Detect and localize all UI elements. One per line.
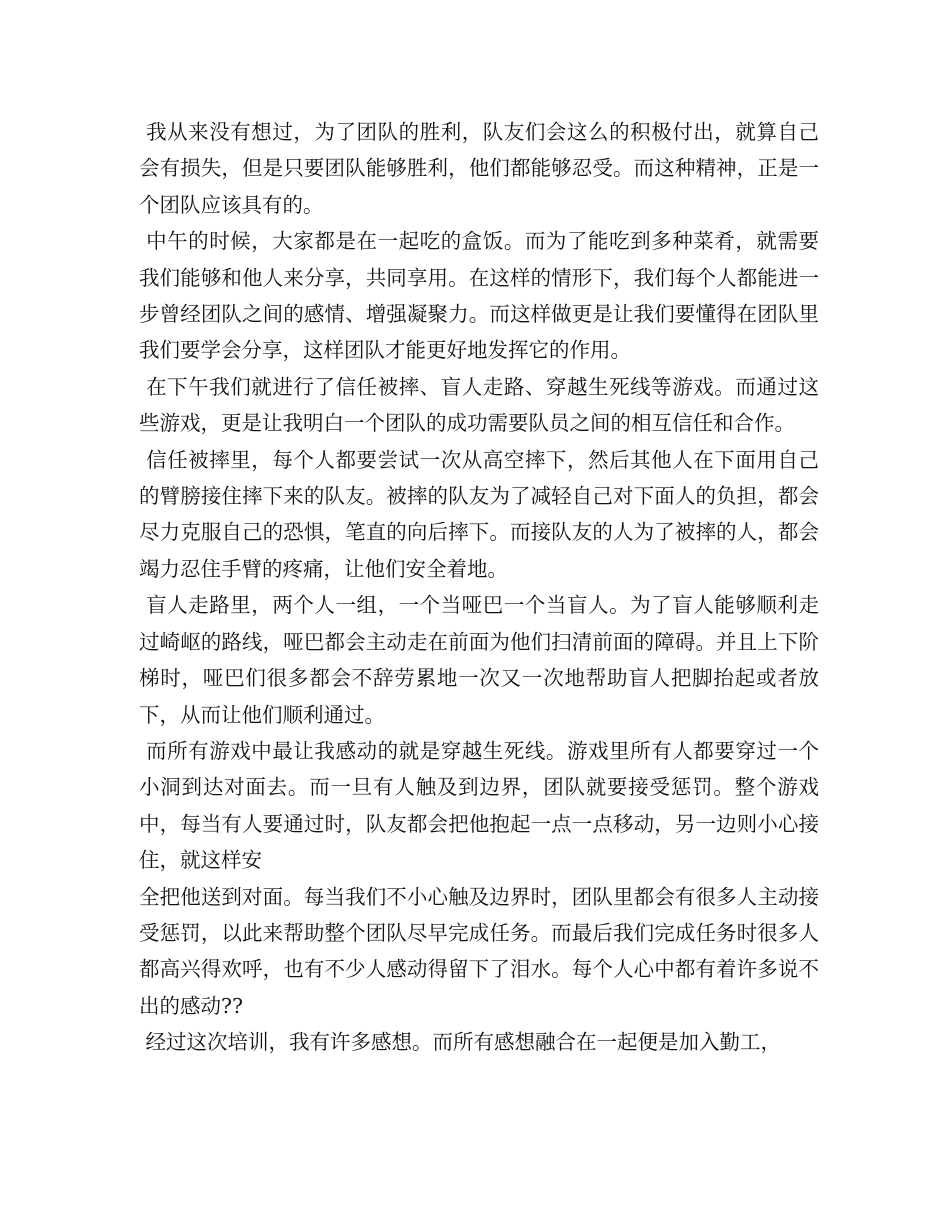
paragraph: 信任被摔里，每个人都要尝试一次从高空摔下，然后其他人在下面用自己的臂膀接住摔下来的队友。被摔的队友为了减轻自己对下面人的负担，都会尽力克服自己的恐惧，笔直的向后摔下。而接队友的人为了被摔的人，都会竭力忍住手臂的疼痛，让他们安全着地。 — [139, 447, 819, 581]
paragraph: 在下午我们就进行了信任被摔、盲人走路、穿越生死线等游戏。而通过这些游戏，更是让我明白一个团队的成功需要队员之间的相互信任和合作。 — [139, 374, 819, 436]
paragraph: 而所有游戏中最让我感动的就是穿越生死线。游戏里所有人都要穿过一个小洞到达对面去。而一旦有人触及到边界，团队就要接受惩罚。整个游戏中，每当有人要通过时，队友都会把他抱起一点一点移动，另一边则小心接住，就这样安 — [139, 738, 819, 873]
paragraph: 全把他送到对面。每当我们不小心触及边界时，团队里都会有很多人主动接受惩罚，以此来帮助整个团队尽早完成任务。而最后我们完成任务时很多人都高兴得欢呼，也有不少人感动得留下了泪水。每个人心中都有着许多说不出的感动?? — [139, 884, 819, 1018]
paragraph: 我从来没有想过，为了团队的胜利，队友们会这么的积极付出，就算自己会有损失，但是只要团队能够胜利，他们都能够忍受。而这种精神，正是一个团队应该具有的。 — [139, 120, 819, 217]
paragraph: 经过这次培训，我有许多感想。而所有感想融合在一起便是加入勤工， — [139, 1030, 782, 1055]
paragraph: 盲人走路里，两个人一组，一个当哑巴一个当盲人。为了盲人能够顺利走过崎岖的路线，哑巴都会主动走在前面为他们扫清前面的障碍。并且上下阶梯时，哑巴们很多都会不辞劳累地一次又一次地帮助盲人把脚抬起或者放下，从而让他们顺利通过。 — [139, 593, 819, 727]
document-body — [139, 114, 819, 1061]
paragraph: 中午的时候，大家都是在一起吃的盒饭。而为了能吃到多种菜肴，就需要我们能够和他人来分享，共同享用。在这样的情形下，我们每个人都能进一步曾经团队之间的感情、增强凝聚力。而这样做更是让我们要懂得在团队里我们要学会分享，这样团队才能更好地发挥它的作用。 — [139, 229, 819, 363]
